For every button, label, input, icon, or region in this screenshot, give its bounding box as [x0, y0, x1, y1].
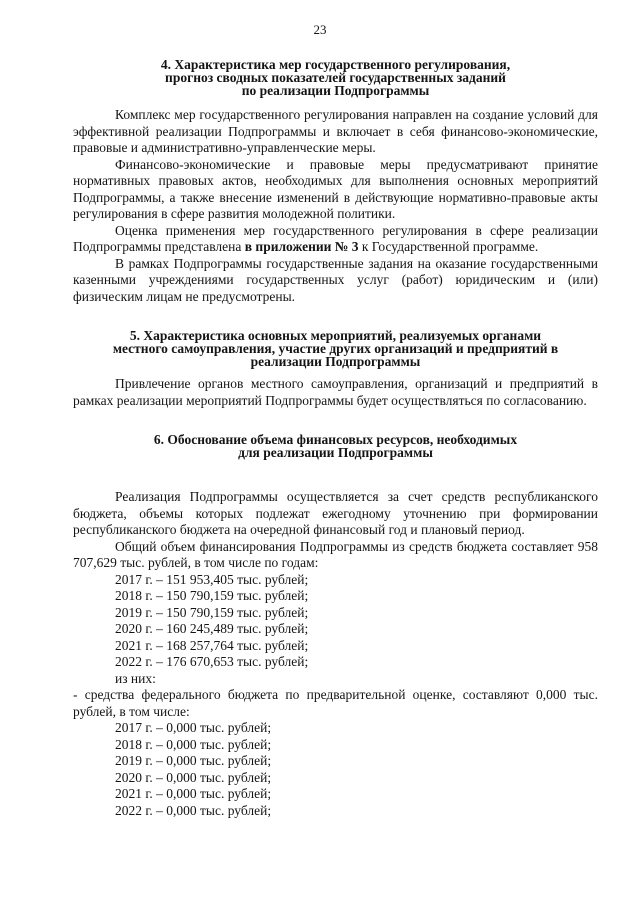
federal-year-line: 2018 г. – 0,000 тыс. рублей; — [115, 736, 272, 752]
appendix-reference: в приложении № 3 — [244, 239, 359, 254]
heading-line: 4. Характеристика мер государственного регулирования, — [160, 57, 511, 72]
federal-funding-by-year-list — [73, 720, 598, 819]
paragraph: Реализация Подпрограммы осуществляется за счет средств республиканского бюджета, объемы которых подлежат ежегодному уточнению при формировании республиканского бюджета на очередной финансовый год и плановый период. — [73, 489, 598, 537]
federal-year-line: 2020 г. – 0,000 тыс. рублей; — [115, 769, 272, 785]
section-6-heading — [73, 433, 598, 459]
federal-year-line: 2019 г. – 0,000 тыс. рублей; — [115, 753, 272, 768]
section-6-body — [73, 489, 598, 819]
paragraph-text: к Государственной программе. — [358, 239, 539, 254]
section-5-heading — [73, 329, 598, 368]
paragraph: Общий объем финансирования Подпрограммы из средств бюджета составляет 958 707,629 тыс. рублей, в том числе по годам: — [73, 538, 598, 570]
heading-line: местного самоуправления, участие других организаций и предприятий в — [112, 341, 559, 356]
page-content — [73, 58, 598, 819]
funding-year-line: 2018 г. – 150 790,159 тыс. рублей; — [115, 588, 309, 603]
section-4-heading — [73, 58, 598, 97]
federal-budget-paragraph: - средства федерального бюджета по предварительной оценке, составляют 0,000 тыс. рублей, в том числе: — [73, 687, 598, 719]
funding-year-line: 2019 г. – 150 790,159 тыс. рублей; — [115, 604, 309, 620]
heading-line: 5. Характеристика основных мероприятий, реализуемых органами — [129, 328, 542, 343]
of-them-label: из них: — [115, 670, 156, 686]
funding-year-line: 2021 г. – 168 257,764 тыс. рублей; — [115, 637, 309, 653]
funding-year-line: 2022 г. – 176 670,653 тыс. рублей; — [115, 654, 309, 669]
federal-year-line: 2017 г. – 0,000 тыс. рублей; — [115, 720, 272, 735]
section-4-body — [73, 107, 598, 305]
heading-line: реализации Подпрограммы — [250, 354, 421, 369]
heading-line: прогноз сводных показателей государственных заданий — [165, 70, 506, 85]
heading-line: 6. Обоснование объема финансовых ресурсов, необходимых — [153, 432, 518, 447]
funding-by-year-list — [73, 572, 598, 671]
paragraph: Комплекс мер государственного регулирования направлен на создание условий для эффективной реализации Подпрограммы и включает в себя финансово-экономические, правовые и административно-управленческие меры. — [73, 107, 598, 155]
paragraph: Финансово-экономические и правовые меры предусматривают принятие нормативных правовых актов, необходимых для выполнения основных мероприятий Подпрограммы, а также внесение изменений в действующие нормативно-правовые акты регулирования в сфере развития молодежной политики. — [73, 156, 598, 221]
page-number: 23 — [313, 22, 327, 37]
paragraph-text: Оценка применения мер государственного регулирования в сфере реализации Подпрограммы представлена — [73, 222, 598, 254]
paragraph: Привлечение органов местного самоуправления, организаций и предприятий в рамках реализации мероприятий Подпрограммы будет осуществляться по согласованию. — [73, 376, 598, 408]
federal-year-line: 2021 г. – 0,000 тыс. рублей; — [115, 786, 272, 801]
funding-year-line: 2017 г. – 151 953,405 тыс. рублей; — [115, 571, 309, 587]
federal-year-line: 2022 г. – 0,000 тыс. рублей; — [115, 802, 272, 818]
heading-line: для реализации Подпрограммы — [238, 445, 433, 460]
heading-line: по реализации Подпрограммы — [241, 83, 430, 98]
paragraph: В рамках Подпрограммы государственные задания на оказание государственными казенными учреждениями государственных услуг (работ) юридическим и (или) физическим лицам не предусмотрены. — [73, 255, 598, 304]
funding-year-line: 2020 г. – 160 245,489 тыс. рублей; — [115, 621, 309, 636]
paragraph-with-reference — [73, 223, 598, 256]
section-5-body — [73, 376, 598, 409]
